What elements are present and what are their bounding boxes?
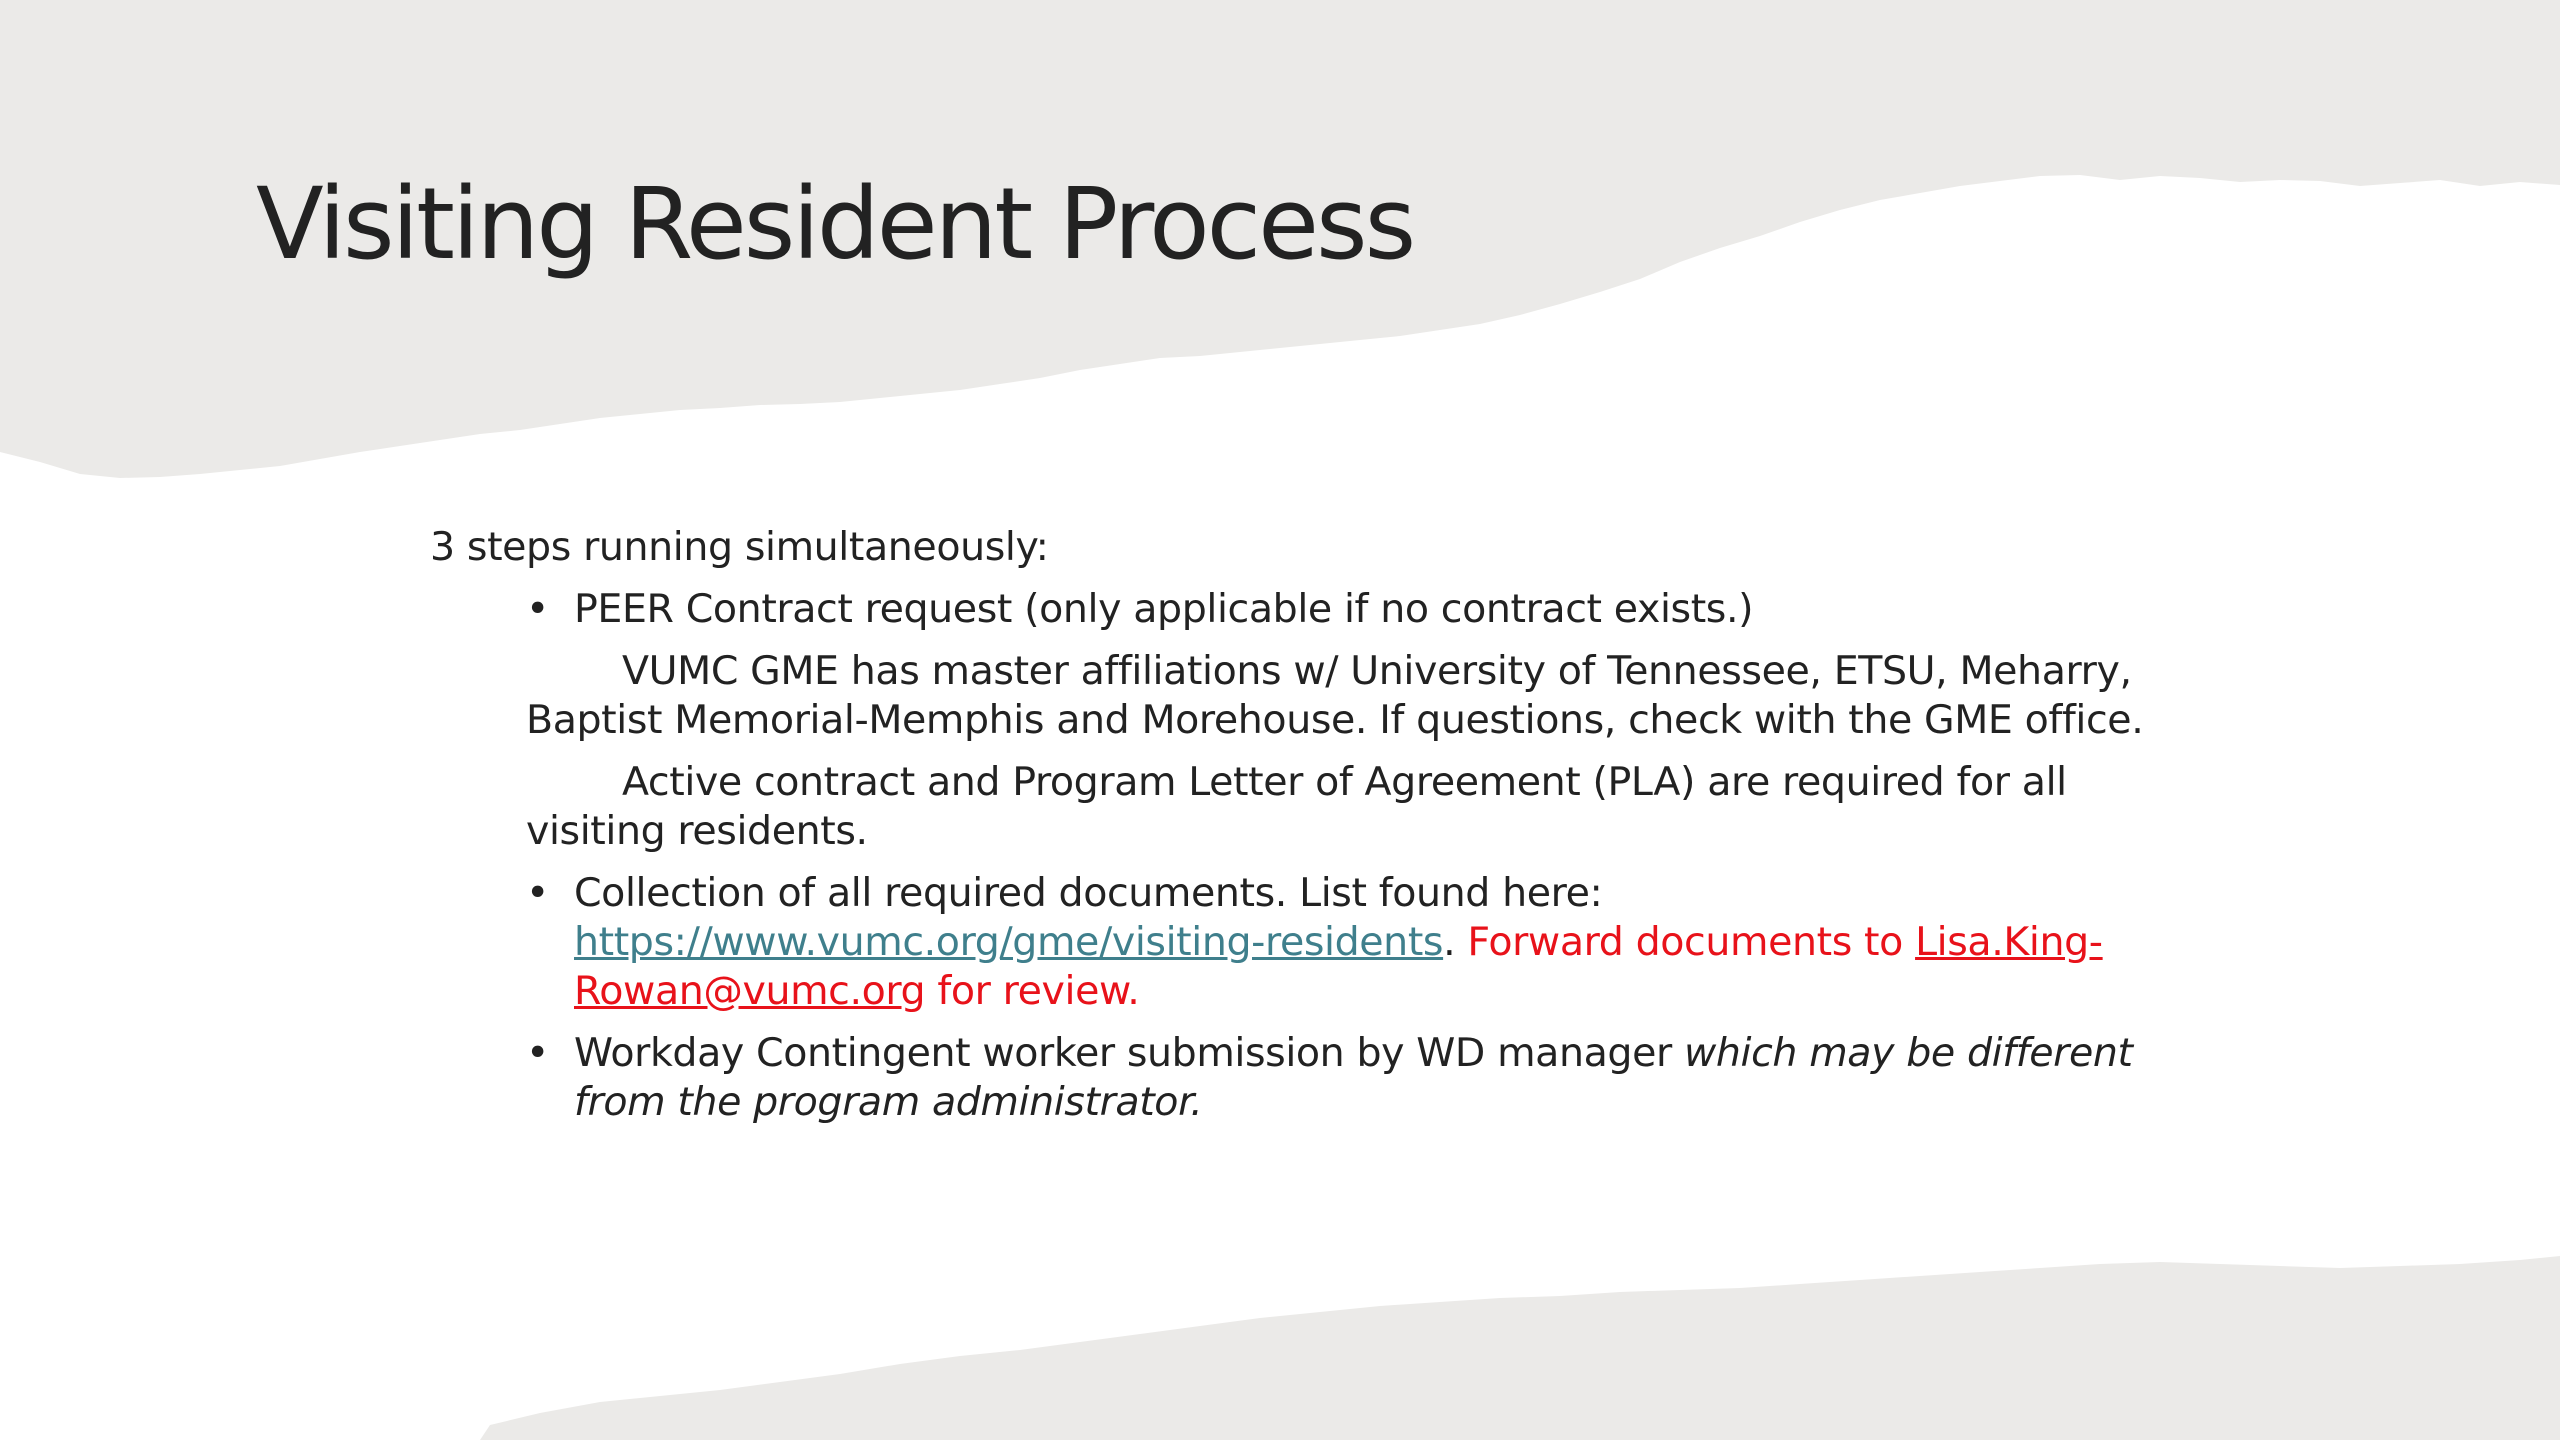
bullet-item-documents: [430, 869, 2145, 1016]
visiting-residents-link[interactable]: https://www.vumc.org/gme/visiting-residents: [574, 919, 1444, 965]
slide-title: Visiting Resident Process: [256, 167, 1414, 282]
bullet-item-peer-contract: [430, 585, 2145, 634]
bullet-dot-icon: •: [526, 586, 549, 632]
intro-text: 3 steps running simultaneously:: [430, 524, 1049, 570]
bullet-text: Collection of all required documents. List found here:: [574, 870, 1603, 916]
forward-instructions: Forward documents to: [1467, 919, 1916, 965]
sub-paragraph-affiliations: VUMC GME has master affiliations w/ University of Tennessee, ETSU, Meharry, Baptist Memorial-Memphis and Morehouse. If questions, check with the GME office.: [526, 648, 2144, 743]
bullet-dot-icon: •: [526, 1030, 549, 1076]
slide-body: [430, 523, 2145, 1140]
bullet-dot-icon: •: [526, 870, 549, 916]
link-trailing-punctuation: .: [1443, 919, 1468, 965]
sub-paragraph-contract-requirement: Active contract and Program Letter of Agreement (PLA) are required for all visiting residents.: [526, 759, 2067, 854]
bullet-text: Workday Contingent worker submission by WD manager: [574, 1030, 1684, 1076]
bullet-italic-note: which may be different from the program administrator.: [574, 1030, 2133, 1125]
bullet-item-workday: [430, 1029, 2145, 1127]
bullet-text: PEER Contract request (only applicable if no contract exists.): [574, 586, 1754, 632]
email-link[interactable]: Lisa.King-Rowan@vumc.org: [574, 919, 2103, 1014]
bottom-torn-band: [480, 1256, 2560, 1440]
forward-instructions-end: for review.: [925, 968, 1140, 1014]
